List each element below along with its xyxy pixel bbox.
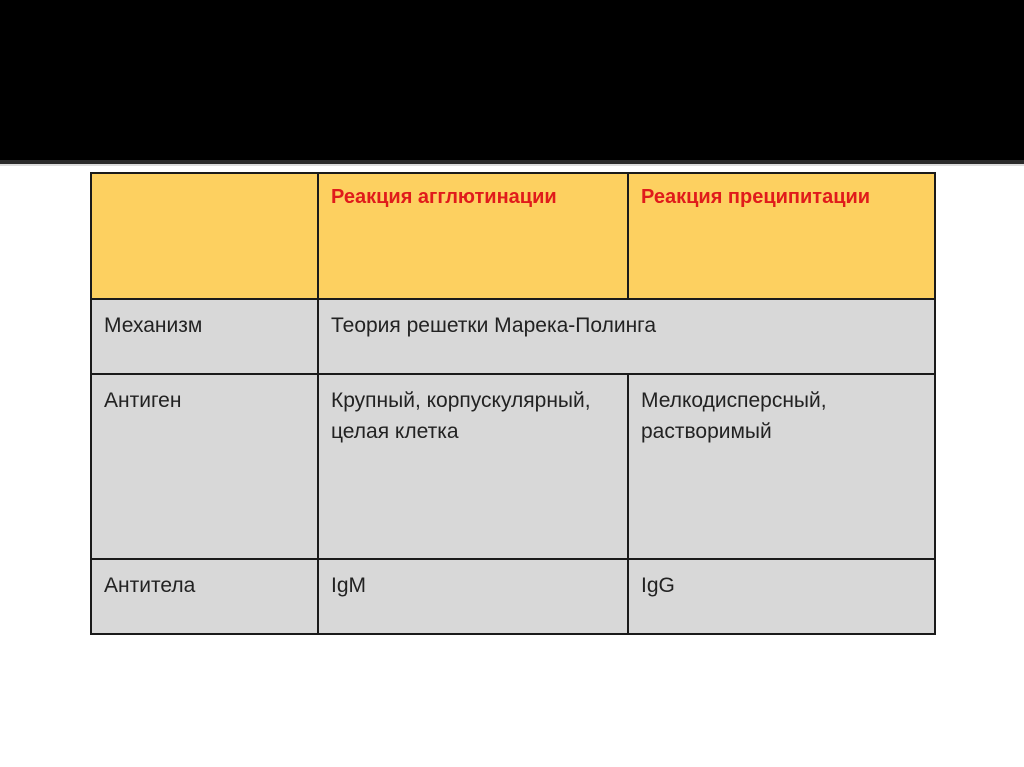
cell-antigen-agglutination: Крупный, корпускулярный, целая клетка bbox=[318, 374, 628, 559]
header-cell-empty bbox=[91, 173, 318, 299]
row-label-antibodies: Антитела bbox=[91, 559, 318, 634]
row-label-antigen: Антиген bbox=[91, 374, 318, 559]
header-cell-precipitation: Реакция преципитации bbox=[628, 173, 935, 299]
header-cell-agglutination: Реакция агглютинации bbox=[318, 173, 628, 299]
cell-antibodies-agglutination: IgM bbox=[318, 559, 628, 634]
cell-antigen-precipitation: Мелкодисперсный, растворимый bbox=[628, 374, 935, 559]
cell-antibodies-precipitation: IgG bbox=[628, 559, 935, 634]
comparison-table bbox=[90, 172, 936, 635]
title-band-divider-light bbox=[0, 164, 1024, 166]
slide-title-band bbox=[0, 0, 1024, 160]
table-row-antigen bbox=[91, 374, 935, 559]
row-label-mechanism: Механизм bbox=[91, 299, 318, 374]
table-row-mechanism bbox=[91, 299, 935, 374]
cell-mechanism-value: Теория решетки Марека-Полинга bbox=[318, 299, 935, 374]
table-header-row bbox=[91, 173, 935, 299]
table-row-antibodies bbox=[91, 559, 935, 634]
